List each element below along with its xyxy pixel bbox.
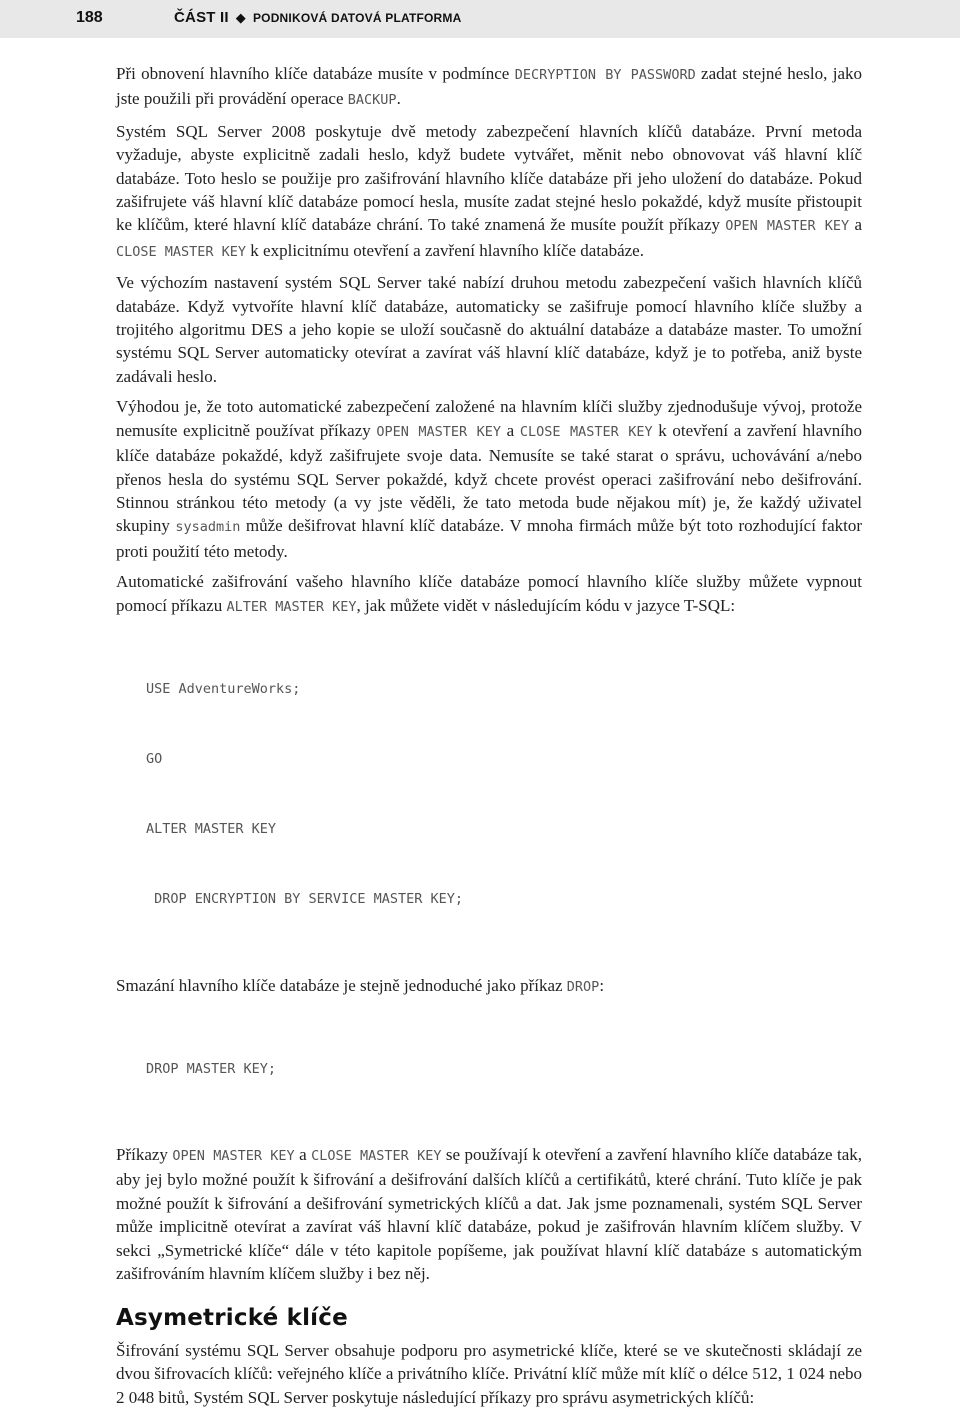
text-run: a	[849, 215, 862, 235]
text-run: k otevření a zavření hlavního klíče databáze pokaždé, když zašifrujete svoje data. Nemusíte se také starat o správu, uchovávání a/nebo přenos hesla do systému SQL Server pokaždé, když chcete provést operaci zašifrování nebo dešifrování. Stinnou stránkou této metody (a vy jste věděli, že tato metoda bude nějakou mít) je, že každý uživatel skupiny	[116, 420, 863, 536]
paragraph-restore-note	[116, 62, 862, 113]
paragraph-asymmetric-keys	[116, 1339, 862, 1409]
part-label: ČÁST II	[174, 9, 229, 26]
text-run: k explicitnímu otevření a zavření hlavního klíče databáze.	[246, 240, 644, 260]
text-run: Automatické zašifrování vašeho hlavního klíče databáze pomocí hlavního klíče služby můžete vypnout pomocí příkazu	[116, 572, 862, 615]
inline-code: OPEN MASTER KEY	[725, 218, 850, 235]
text-run: Šifrování systému SQL Server obsahuje podporu pro asymetrické klíče, které se ve skutečnosti skládají ze dvou šifrovacích klíčů: veřejného klíče a privátního klíče. Privátní klíč může mít klíč o délce 512, 1 024 nebo 2 048 bitů, Systém SQL Server poskytuje následující příkazy pro správu asymetrických klíčů:	[116, 1340, 862, 1407]
code-block-alter-master-key	[146, 631, 862, 959]
text-run: Ve výchozím nastavení systém SQL Server také nabízí druhou metodu zabezpečení vašich hlavních klíčů databáze. Když vytvoříte hlavní klíč databáze, automaticky se zašifruje pomocí hlavního klíče služby a trojitého algoritmu DES a jeho kopie se uloží současně do aktuální databáze a databáze master. To umožní systému SQL Server automaticky otevírat a zavírat váš hlavní klíč databáze, když je to potřeba, aniž byste zadávali heslo.	[116, 273, 862, 386]
text-run: Příkazy	[116, 1144, 173, 1164]
paragraph-drop	[116, 974, 862, 999]
text-run: :	[599, 975, 605, 995]
code-line: DROP ENCRYPTION BY SERVICE MASTER KEY;	[146, 891, 463, 908]
text-run: může dešifrovat hlavní klíč databáze. V mnoha firmách může být toto rozhodující faktor proti použití této metody.	[116, 516, 863, 561]
running-head-title	[174, 9, 462, 26]
diamond-icon: ◆	[235, 10, 246, 25]
inline-code: OPEN MASTER KEY	[172, 1147, 295, 1164]
page-number: 188	[76, 9, 103, 26]
inline-code: DECRYPTION BY PASSWORD	[514, 67, 696, 83]
running-header	[0, 0, 960, 38]
code-line: USE AdventureWorks;	[146, 680, 301, 697]
text-run: a	[294, 1144, 312, 1164]
chapter-title: PODNIKOVÁ DATOVÁ PLATFORMA	[252, 11, 462, 25]
text-run: Smazání hlavního klíče databáze je stejně jednoduché jako příkaz	[116, 975, 567, 995]
inline-code: DROP	[566, 978, 600, 995]
code-line: DROP MASTER KEY;	[146, 1060, 277, 1077]
paragraph-open-close	[116, 1143, 862, 1285]
paragraph-two-methods	[116, 120, 862, 264]
code-line: ALTER MASTER KEY	[146, 821, 277, 838]
text-run: , jak můžete vidět v následujícím kódu v jazyce T-SQL:	[356, 595, 736, 615]
inline-code: CLOSE MASTER KEY	[311, 1147, 442, 1164]
text-run: a	[501, 420, 520, 440]
inline-code: CLOSE MASTER KEY	[519, 423, 653, 440]
code-block-drop-master-key	[146, 1011, 862, 1128]
text-run: Výhodou je, že toto automatické zabezpečení založené na hlavním klíči služby zjednodušuje vývoj, protože nemusíte explicitně používat příkazy	[116, 397, 862, 440]
inline-code: CLOSE MASTER KEY	[116, 243, 247, 260]
text-run: zadat stejné heslo, jako jste použili při provádění operace	[116, 64, 862, 109]
inline-code: sysadmin	[175, 519, 241, 536]
page-body	[116, 62, 862, 1416]
inline-code: BACKUP	[347, 92, 397, 109]
paragraph-disable-auto	[116, 570, 862, 619]
text-run: Při obnovení hlavního klíče databáze musíte v podmínce	[116, 64, 515, 83]
text-run: Systém SQL Server 2008 poskytuje dvě metody zabezpečení hlavních klíčů databáze. První metoda vyžaduje, abyste explicitně zadali heslo, když budete vytvářet, měnit nebo obnovovat váš hlavní klíč databáze. Toto heslo se použije pro zašifrování hlavního klíče databáze při jeho uložení do databáze. Pokud zašifrujete váš hlavní klíč databáze pomocí hesla, musíte zadat stejné heslo pokaždé, když musíte přistoupit ke klíčům, které hlavní klíč databáze chrání. To také znamená že musíte použít příkazy	[116, 121, 862, 235]
text-run: .	[396, 89, 401, 109]
section-heading: Asymetrické klíče	[116, 1305, 348, 1332]
code-line: GO	[146, 750, 163, 767]
paragraph-default-setting	[116, 271, 862, 388]
inline-code: OPEN MASTER KEY	[376, 423, 502, 440]
text-run: se používají k otevření a zavření hlavního klíče databáze tak, aby jej bylo možné použít k šifrování a dešifrování dalších klíčů a certifikátů, které chrání. Tuto klíče je pak možné použít k šifrování a dešifrování symetrických klíčů a dat. Jak jsme poznamenali, systém SQL Server může implicitně otevírat a zavírat váš hlavní klíč databáze, pokud je zašifrován hlavním klíčem služby. V sekci „Symetrické klíče“ dále v této kapitole popíšeme, jak používat hlavní klíč databáze s automatickým zašifrováním hlavním klíčem služby i bez něj.	[116, 1144, 863, 1284]
paragraph-advantage	[116, 395, 862, 563]
inline-code: ALTER MASTER KEY	[226, 598, 357, 615]
